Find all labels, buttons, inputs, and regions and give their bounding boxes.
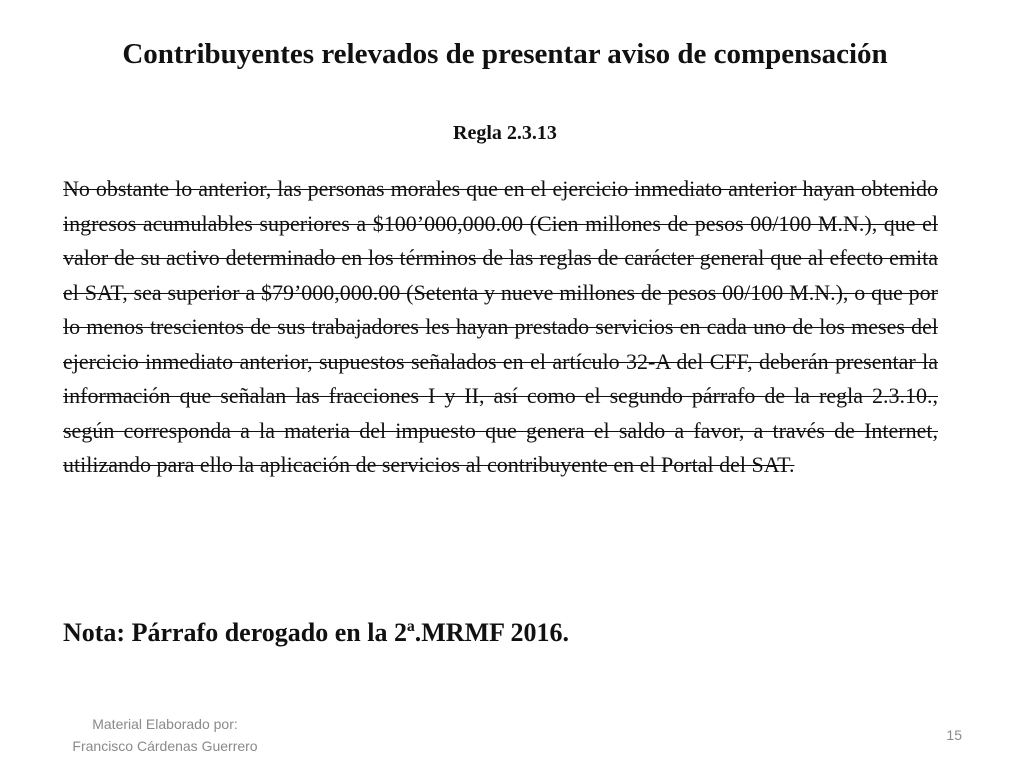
page-number: 15 [946,727,962,743]
footer-author [60,713,270,757]
rule-subtitle: Regla 2.3.13 [453,122,557,144]
slide-title: Contribuyentes relevados de presentar aviso de compensación [122,38,888,70]
struck-paragraph: No obstante lo anterior, las personas morales que en el ejercicio inmediato anterior hayan obtenido ingresos acumulables superiores a $100’000,000.00 (Cien millones de pesos 00/100 M.N.), que el valor de su activo determinado en los términos de las reglas de carácter general que al efecto emita el SAT, sea superior a $79’000,000.00 (Setenta y nueve millones de pesos 00/100 M.N.), o que por lo menos trescientos de sus trabajadores les hayan prestado servicios en cada uno de los meses del ejercicio inmediato anterior, supuestos señalados en el artículo 32-A del CFF, deberán presentar la información que señalan las fracciones I y II, así como el segundo párrafo de la regla 2.3.10., según corresponda a la materia del impuesto que genera el saldo a favor, a través de Internet, utilizando para ello la aplicación de servicios al contribuyente en el Portal del SAT. [63,176,938,477]
footer-author-line1: Material Elaborado por: [92,716,238,732]
derogation-note: Nota: Párrafo derogado en la 2ª.MRMF 2016. [63,618,570,647]
footer-author-line2: Francisco Cárdenas Guerrero [72,738,258,754]
